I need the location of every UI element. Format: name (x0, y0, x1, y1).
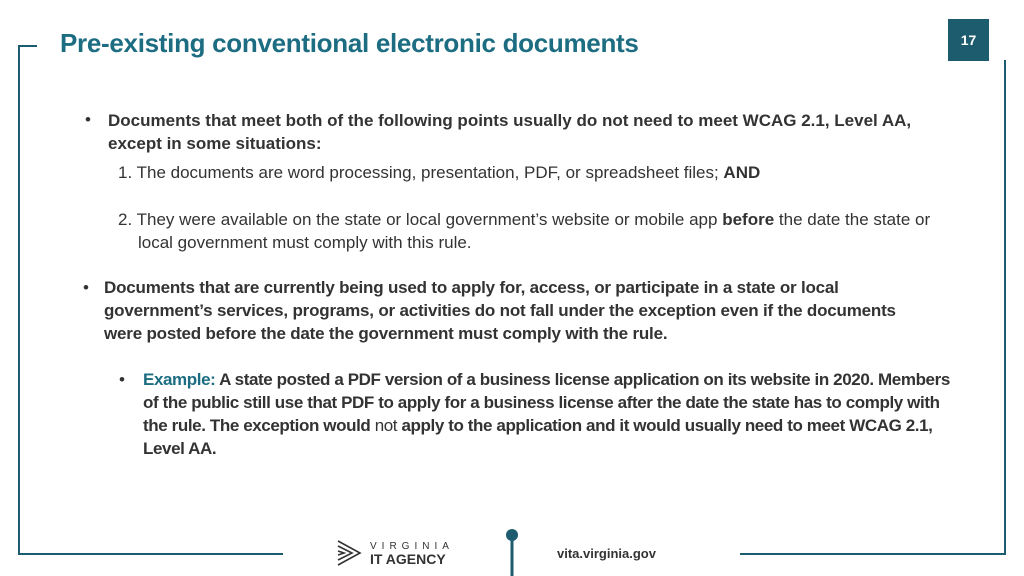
bullet-item-1: Documents that meet both of the following points usually do not need to meet WCAG 2.1, Level AA, except in some situations: (108, 111, 912, 153)
numbered-item-1 (118, 161, 938, 184)
numbered-item-1-number: 1. (118, 163, 133, 182)
logo-line-1: VIRGINIA (370, 541, 454, 552)
numbered-item-1-emphasis: AND (723, 163, 761, 182)
sub-bullet-example (143, 368, 953, 460)
frame-right-line (1004, 60, 1006, 555)
numbered-item-2-emphasis: before (722, 210, 775, 229)
logo-line-2: IT AGENCY (370, 551, 446, 567)
footer-url[interactable]: vita.virginia.gov (557, 546, 656, 561)
vita-logo (336, 537, 454, 569)
example-label: Example: (143, 370, 216, 389)
page-title: Pre-existing conventional electronic documents (60, 28, 639, 58)
frame-left-line (18, 45, 20, 555)
numbered-item-2-text-a: They were available on the state or local government’s website or mobile app (136, 210, 718, 229)
page-number-badge: 17 (948, 19, 989, 61)
vita-chevrons-icon (336, 537, 364, 569)
numbered-item-2 (118, 208, 938, 254)
bullet-item-2: Documents that are currently being used to apply for, access, or participate in a state or local government’s services, programs, or activities do not fall under the exception even if the documents were posted before the date the government must comply with the rule. (104, 278, 896, 343)
sub-bullet-marker: • (119, 370, 125, 389)
numbered-item-2-text-b: the date the state or local government must comply with this rule. (138, 210, 931, 252)
example-text-b: apply to the application and it would usually need to meet WCAG 2.1, Level AA. (143, 416, 933, 458)
bullet-marker: • (85, 110, 91, 129)
example-text-a: A state posted a PDF version of a business license application on its website in 2020. Members of the public still use that PDF to apply for a business license after the date the state has to comply with the rule. The exception would (143, 370, 950, 435)
bullet-marker: • (83, 278, 89, 297)
numbered-item-1-text: The documents are word processing, presentation, PDF, or spreadsheet files; (136, 163, 719, 182)
frame-bottom-right-line (740, 553, 1006, 555)
example-not: not (374, 416, 398, 435)
pin-divider-icon (503, 527, 521, 576)
numbered-item-2-number: 2. (118, 210, 133, 229)
frame-top-left-line (18, 45, 37, 47)
frame-bottom-left-line (18, 553, 283, 555)
